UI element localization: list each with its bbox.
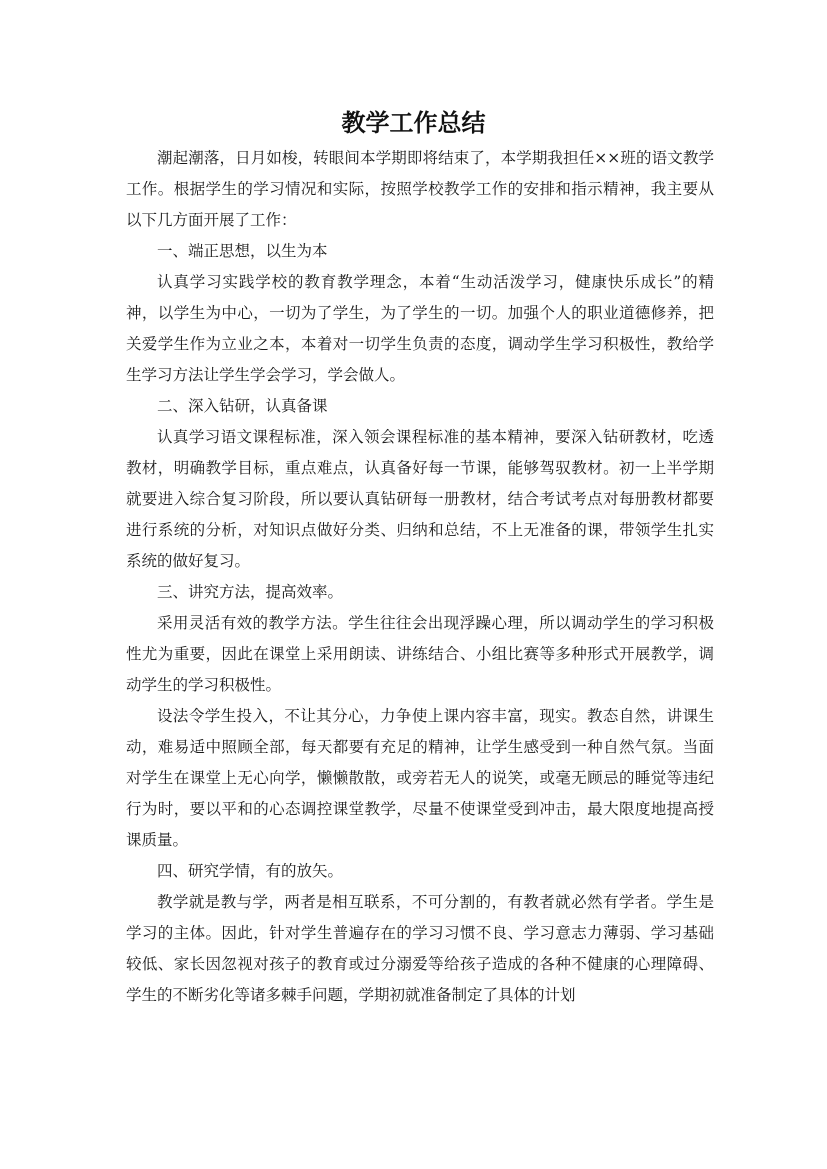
section-heading-1: 一、端正思想，以生为本 [157,242,328,260]
paragraph: 认真学习语文课程标准，深入领会课程标准的基本精神，要深入钻研教材，吃透教材，明确教学目标，重点难点，认真备好每一节课，能够驾驭教材。初一上半学期就要进入综合复习阶段，所以要认真钻研每一册教材，结合考试考点对每册教材都要进行系统的分析，对知识点做好分类、归纳和总结，不上无准备的课，带领学生扎实系统的做好复习。 [126,428,714,570]
section-heading-2: 二、深入钻研，认真备课 [157,397,328,415]
document-title: 教学工作总结 [341,108,486,137]
paragraph: 认真学习实践学校的教育教学理念，本着“生动活泼学习，健康快乐成长”的精神，以学生为中心，一切为了学生，为了学生的一切。加强个人的职业道德修养，把关爱学生作为立业之本，本着对一切学生负责的态度，调动学生学习积极性，教给学生学习方法让学生学会学习，学会做人。 [126,273,714,384]
section-heading-4: 四、研究学情，有的放矢。 [157,862,344,880]
document-body [126,143,714,1011]
paragraph-intro: 潮起潮落，日月如梭，转眼间本学期即将结束了，本学期我担任××班的语文教学工作。根据学生的学习情况和实际，按照学校教学工作的安排和指示精神，我主要从以下几方面开展了工作： [126,149,714,229]
section-heading-3: 三、讲究方法，提高效率。 [157,583,344,601]
paragraph: 教学就是教与学，两者是相互联系，不可分割的，有教者就必然有学者。学生是学习的主体。因此，针对学生普遍存在的学习习惯不良、学习意志力薄弱、学习基础较低、家长因忽视对孩子的教育或过分溺爱等给孩子造成的各种不健康的心理障碍、学生的不断劣化等诸多棘手问题，学期初就准备制定了具体的计划 [126,893,714,1004]
paragraph: 采用灵活有效的教学方法。学生往往会出现浮躁心理，所以调动学生的学习积极性尤为重要，因此在课堂上采用朗读、讲练结合、小组比赛等多种形式开展教学，调动学生的学习积极性。 [126,614,714,694]
paragraph: 设法令学生投入，不让其分心，力争使上课内容丰富，现实。教态自然，讲课生动，难易适中照顾全部，每天都要有充足的精神，让学生感受到一种自然气氛。当面对学生在课堂上无心向学，懒懒散散，或旁若无人的说笑，或毫无顾忌的睡觉等违纪行为时，要以平和的心态调控课堂教学，尽量不使课堂受到冲击，最大限度地提高授课质量。 [126,707,714,849]
